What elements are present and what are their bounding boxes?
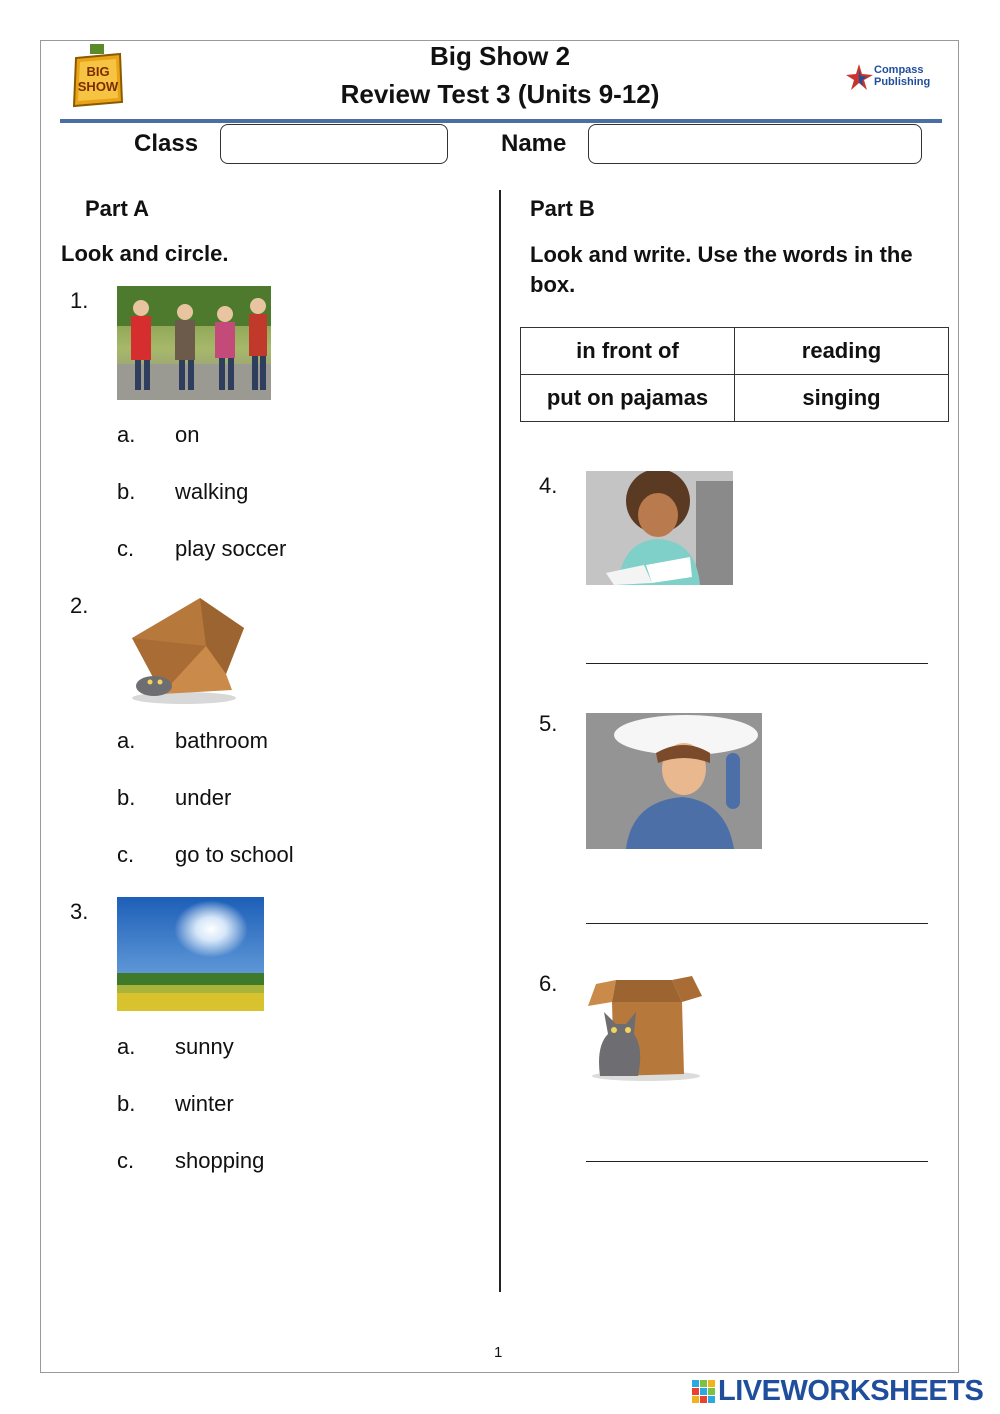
class-input[interactable] <box>220 124 448 164</box>
cat-under-box <box>122 594 246 706</box>
word-box <box>520 327 949 422</box>
liveworksheets-brand[interactable] <box>692 1377 990 1409</box>
part-a-instruction: Look and circle. <box>61 241 229 266</box>
page-title: Big Show 2 <box>429 41 571 71</box>
column-divider <box>499 190 501 1292</box>
option-letter: a. <box>117 728 136 753</box>
question-number: 6. <box>539 971 558 996</box>
option-text[interactable]: winter <box>175 1091 234 1116</box>
question-number: 2. <box>70 593 89 618</box>
class-label: Class <box>134 130 199 157</box>
part-b-instruction: Look and write. Use the words in the box. <box>530 242 913 297</box>
sunny-sky-photo <box>117 897 264 1011</box>
option-text[interactable]: play soccer <box>175 536 287 561</box>
part-a-heading: Part A <box>85 196 149 221</box>
compass-star-icon <box>845 62 875 92</box>
compass-publishing-logo <box>845 62 935 92</box>
option-text[interactable]: shopping <box>175 1148 265 1173</box>
word-box-cell: singing <box>735 375 949 422</box>
option-letter: c. <box>117 536 135 561</box>
option-text[interactable]: walking <box>175 479 249 504</box>
option-text[interactable]: under <box>175 785 232 810</box>
word-box-cell: reading <box>735 328 949 375</box>
option-letter: c. <box>117 1148 135 1173</box>
big-show-logo-text: BIG SHOW <box>77 64 119 94</box>
page-number: 1 <box>494 1344 503 1361</box>
word-box-cell: put on pajamas <box>521 375 735 422</box>
part-b-heading: Part B <box>530 196 595 221</box>
word-box-row <box>521 375 949 422</box>
option-letter: c. <box>117 842 135 867</box>
answer-line[interactable] <box>586 923 928 924</box>
children-walking-photo <box>117 286 271 400</box>
question-number: 5. <box>539 711 558 736</box>
option-letter: b. <box>117 785 136 810</box>
liveworksheets-grid-icon <box>692 1380 716 1404</box>
name-label: Name <box>501 130 567 157</box>
question-number: 4. <box>539 473 558 498</box>
header-rule <box>60 119 942 123</box>
option-letter: a. <box>117 1034 136 1059</box>
page-subtitle: Review Test 3 (Units 9-12) <box>340 79 660 109</box>
liveworksheets-brand-text: LIVEWORKSHEETS <box>718 1375 984 1407</box>
option-letter: b. <box>117 1091 136 1116</box>
word-box-cell: in front of <box>521 328 735 375</box>
option-text[interactable]: go to school <box>175 842 294 867</box>
answer-line[interactable] <box>586 1161 928 1162</box>
cat-in-front-of-box <box>586 972 704 1082</box>
word-box-row <box>521 328 949 375</box>
option-text[interactable]: sunny <box>175 1034 234 1059</box>
option-text[interactable]: bathroom <box>175 728 268 753</box>
question-number: 1. <box>70 288 89 313</box>
girl-reading-photo <box>586 471 733 585</box>
boy-with-pillow-photo <box>586 713 762 849</box>
option-letter: b. <box>117 479 136 504</box>
answer-line[interactable] <box>586 663 928 664</box>
option-letter: a. <box>117 422 136 447</box>
name-input[interactable] <box>588 124 922 164</box>
option-text[interactable]: on <box>175 422 200 447</box>
question-number: 3. <box>70 899 89 924</box>
publisher-name-line1: Compass <box>874 64 924 76</box>
publisher-name-line2: Publishing <box>874 76 931 88</box>
